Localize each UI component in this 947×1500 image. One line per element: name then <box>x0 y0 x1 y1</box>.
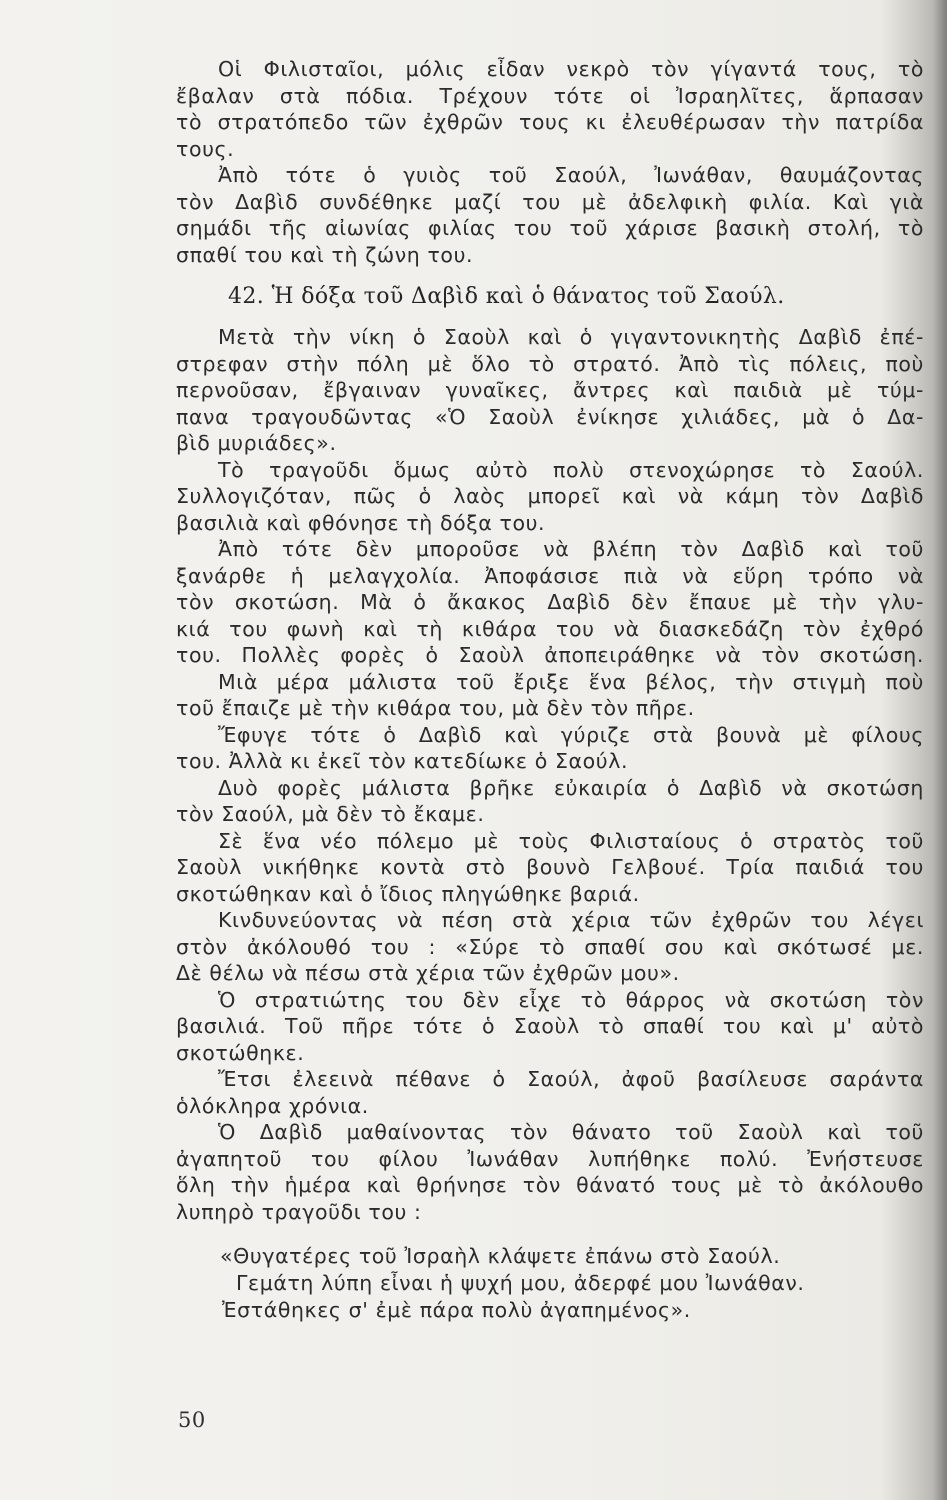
paragraph <box>176 722 924 775</box>
text-line: Ὁ Δαβὶδ μαθαίνοντας τὸν θάνατο τοῦ Σαοὺλ καὶ τοῦ <box>218 1120 924 1144</box>
text-line: σκοτώθηκαν καὶ ὁ ἴδιος πληγώθηκε βαριά. <box>176 881 640 906</box>
text-line: Δυὸ φορὲς μάλιστα βρῆκε εὐκαιρία ὁ Δαβὶδ νὰ σκοτώση <box>218 775 924 800</box>
text-line: στρεφαν στὴν πόλη μὲ ὅλο τὸ στρατό. Ἀπὸ τὶς πόλεις, ποὺ <box>176 351 924 376</box>
paragraph <box>176 457 924 537</box>
text-line: στὸν ἀκόλουθό του : «Σύρε τὸ σπαθί σου καὶ σκότωσέ με. <box>176 934 924 959</box>
text-line: ἔβαλαν στὰ πόδια. Τρέχουν τότε οἱ Ἰσραηλῖτες, ἅρπασαν <box>176 83 924 108</box>
text-line: βὶδ μυριάδες». <box>176 431 337 455</box>
text-line: Συλλογιζόταν, πῶς ὁ λαὸς μπορεῖ καὶ νὰ κάμη τὸν Δαβὶδ <box>176 484 924 508</box>
text-line: Ἀπὸ τότε δὲν μποροῦσε νὰ βλέπη τὸν Δαβὶδ καὶ τοῦ <box>218 537 924 561</box>
text-line: ὅλη τὴν ἡμέρα καὶ θρήνησε τὸν θάνατό τους μὲ τὸ ἀκόλουθο <box>176 1173 924 1197</box>
text-line: Οἱ Φιλισταῖοι, μόλις εἶδαν νεκρὸ τὸν γίγαντά τους, τὸ <box>218 57 924 81</box>
poem-line: Γεμάτη λύπη εἶναι ἡ ψυχή μου, ἀδερφέ μου Ἰωνάθαν. <box>236 1271 805 1295</box>
lament-poem <box>176 1243 924 1324</box>
poem-line: Ἐστάθηκες σ' ἐμὲ πάρα πολὺ ἀγαπημένος». <box>222 1298 691 1322</box>
text-line: βασιλιὰ καὶ φθόνησε τὴ δόξα του. <box>176 510 546 535</box>
paragraph <box>176 828 924 908</box>
text-line: σημάδι τῆς αἰωνίας φιλίας του τοῦ χάρισε βασικὴ στολή, τὸ <box>176 216 924 240</box>
text-line: Τὸ τραγοῦδι ὅμως αὐτὸ πολὺ στενοχώρησε τὸ Σαούλ. <box>218 457 924 482</box>
text-line: σπαθί του καὶ τὴ ζώνη του. <box>176 242 474 267</box>
text-line: τὸν Δαβὶδ συνδέθηκε μαζί του μὲ ἀδελφικὴ φιλία. Καὶ γιὰ <box>176 189 924 214</box>
text-line: πανα τραγουδῶντας «Ὁ Σαοὺλ ἐνίκησε χιλιάδες, μὰ ὁ Δα- <box>176 404 924 429</box>
text-line: τὸν Σαούλ, μὰ δὲν τὸ ἔκαμε. <box>176 802 485 826</box>
paragraph <box>176 56 924 162</box>
text-line: κιά του φωνὴ καὶ τὴ κιθάρα του νὰ διασκεδάζη τὸν ἐχθρό <box>176 616 924 641</box>
text-line: Μιὰ μέρα μάλιστα τοῦ ἔριξε ἕνα βέλος, τὴν στιγμὴ ποὺ <box>218 669 924 694</box>
text-line: περνοῦσαν, ἔβγαιναν γυναῖκες, ἄντρες καὶ παιδιὰ μὲ τύμ- <box>176 378 924 402</box>
text-line: τοῦ ἔπαιζε μὲ τὴν κιθάρα του, μὰ δὲν τὸν πῆρε. <box>176 696 695 720</box>
text-line: σκοτώθηκε. <box>176 1040 305 1065</box>
text-line: Ὁ στρατιώτης του δὲν εἶχε τὸ θάρρος νὰ σκοτώση τὸν <box>218 987 924 1012</box>
text-line: ὁλόκληρα χρόνια. <box>176 1093 369 1118</box>
text-line: ξανάρθε ἡ μελαγχολία. Ἀποφάσισε πιὰ νὰ εὕρη τρόπο νὰ <box>176 563 924 588</box>
page-number: 50 <box>178 1408 206 1432</box>
text-line: Σὲ ἕνα νέο πόλεμο μὲ τοὺς Φιλισταίους ὁ στρατὸς τοῦ <box>218 828 924 853</box>
paragraph <box>176 775 924 828</box>
text-line: τὸν σκοτώση. Μὰ ὁ ἄκακος Δαβὶδ δὲν ἔπαυε μὲ τὴν γλυ- <box>176 590 924 614</box>
paragraph <box>176 162 924 268</box>
text-line: βασιλιά. Τοῦ πῆρε τότε ὁ Σαοὺλ τὸ σπαθί του καὶ μ' αὐτὸ <box>176 1014 924 1038</box>
text-line: του. Ἀλλὰ κι ἐκεῖ τὸν κατεδίωκε ὁ Σαούλ. <box>176 749 629 773</box>
section-heading: 42. Ἡ δόξα τοῦ Δαβὶδ καὶ ὁ θάνατος τοῦ Σαούλ. <box>228 284 785 309</box>
text-line: Μετὰ τὴν νίκη ὁ Σαοὺλ καὶ ὁ γιγαντονικητὴς Δαβὶδ ἐπέ- <box>218 325 924 349</box>
paragraph <box>176 1119 924 1225</box>
paragraph <box>176 669 924 722</box>
text-line: Δὲ θέλω νὰ πέσω στὰ χέρια τῶν ἐχθρῶν μου». <box>176 961 680 985</box>
text-line: λυπηρὸ τραγοῦδι του : <box>176 1199 422 1224</box>
poem-line: «Θυγατέρες τοῦ Ἰσραὴλ κλάψετε ἐπάνω στὸ Σαούλ. <box>220 1244 781 1268</box>
text-line: Σαοὺλ νικήθηκε κοντὰ στὸ βουνὸ Γελβουέ. Τρία παιδιά του <box>176 855 924 879</box>
paragraph <box>176 987 924 1067</box>
paragraph <box>176 324 924 457</box>
text-line: ἀγαπητοῦ του φίλου Ἰωνάθαν λυπήθηκε πολύ. Ἐνήστευσε <box>176 1146 924 1171</box>
text-line: του. Πολλὲς φορὲς ὁ Σαοὺλ ἀποπειράθηκε νὰ τὸν σκοτώση. <box>176 643 924 667</box>
paragraph <box>176 1066 924 1119</box>
page-body <box>176 56 924 1324</box>
page-edge-shadow <box>933 0 947 1500</box>
paragraph <box>176 536 924 669</box>
text-line: τὸ στρατόπεδο τῶν ἐχθρῶν τους κι ἐλευθέρωσαν τὴν πατρίδα <box>176 110 924 134</box>
text-line: Ἔφυγε τότε ὁ Δαβὶδ καὶ γύριζε στὰ βουνὰ μὲ φίλους <box>218 722 924 747</box>
text-line: Κινδυνεύοντας νὰ πέση στὰ χέρια τῶν ἐχθρῶν του λέγει <box>218 908 924 932</box>
text-line: Ἔτσι ἐλεεινὰ πέθανε ὁ Σαούλ, ἀφοῦ βασίλευσε σαράντα <box>218 1067 924 1091</box>
text-line: τους. <box>176 136 235 161</box>
text-line: Ἀπὸ τότε ὁ γυιὸς τοῦ Σαούλ, Ἰωνάθαν, θαυμάζοντας <box>218 163 924 187</box>
paragraph <box>176 907 924 987</box>
